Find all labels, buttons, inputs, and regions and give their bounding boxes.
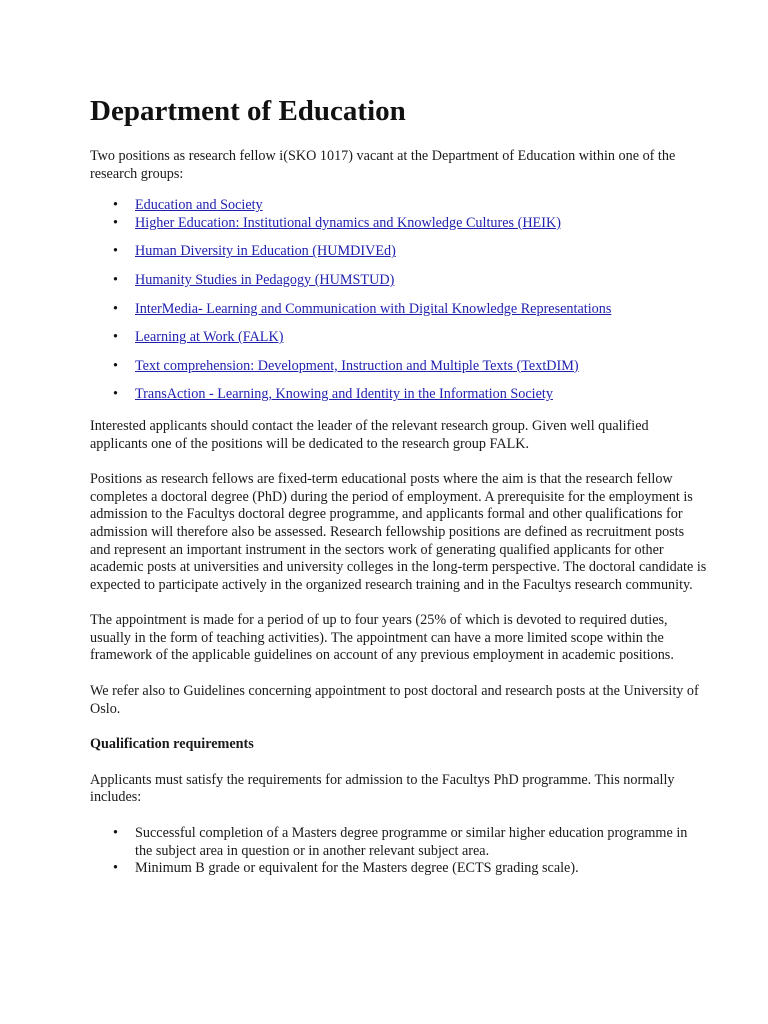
list-item xyxy=(90,329,708,347)
page-title: Department of Education xyxy=(90,95,406,127)
intro-paragraph: Two positions as research fellow i(SKO 1017) vacant at the Department of Education within one of the research groups: xyxy=(90,148,676,182)
fellowship-paragraph: Positions as research fellows are fixed-term educational posts where the aim is that the research fellow completes a doctoral degree (PhD) during the period of employment. A prerequisite for the employment is admission to the Facultys doctoral degree programme, and applicants formal and other qualifications for admission will therefore also be assessed. Research fellowship positions are defined as recruitment posts and represent an important instrument in the sectors work of generating qualified applicants for other academic posts at universities and university colleges in the long-term perspective. The doctoral candidate is expected to participate actively in the organized research training and in the Facultys research community. xyxy=(90,471,707,593)
list-item xyxy=(90,301,708,319)
list-item xyxy=(90,386,708,404)
research-group-list xyxy=(90,197,708,404)
research-group-link-education-society[interactable]: Education and Society xyxy=(135,197,263,214)
research-group-link-textdim[interactable]: Text comprehension: Development, Instruction and Multiple Texts (TextDIM) xyxy=(135,357,579,374)
list-item xyxy=(90,197,708,215)
contact-paragraph: Interested applicants should contact the leader of the relevant research group. Given well qualified applicants one of the positions will be dedicated to the research group FALK. xyxy=(90,417,649,452)
research-group-link-intermedia[interactable]: InterMedia- Learning and Communication with Digital Knowledge Representations xyxy=(135,300,612,317)
qualification-intro: Applicants must satisfy the requirements for admission to the Facultys PhD programme. This normally includes: xyxy=(90,771,675,806)
research-group-link-humstud[interactable]: Humanity Studies in Pedagogy (HUMSTUD) xyxy=(135,271,395,288)
list-item xyxy=(90,243,708,261)
research-group-link-heik[interactable]: Higher Education: Institutional dynamics and Knowledge Cultures (HEIK) xyxy=(135,214,561,231)
list-item xyxy=(90,358,708,376)
list-item xyxy=(90,272,708,290)
qualification-list xyxy=(90,825,708,878)
appointment-paragraph: The appointment is made for a period of up to four years (25% of which is devoted to required duties, usually in the form of teaching activities). The appointment can have a more limited scope within the framework of the applicable guidelines on account of any previous employment in academic positions. xyxy=(90,612,674,664)
list-item: • Minimum B grade or equivalent for the Masters degree (ECTS grading scale). xyxy=(90,860,708,878)
research-group-link-humdived[interactable]: Human Diversity in Education (HUMDIVEd) xyxy=(135,243,396,260)
qualification-heading: Qualification requirements xyxy=(90,736,254,753)
list-item xyxy=(90,215,708,233)
research-group-link-falk[interactable]: Learning at Work (FALK) xyxy=(135,329,284,346)
list-item: • Successful completion of a Masters degree programme or similar higher education programme in the subject area in question or in another relevant subject area. xyxy=(90,825,708,860)
research-group-link-transaction[interactable]: TransAction - Learning, Knowing and Identity in the Information Society xyxy=(135,386,553,403)
guidelines-paragraph: We refer also to Guidelines concerning appointment to post doctoral and research posts at the University of Oslo. xyxy=(90,683,699,717)
